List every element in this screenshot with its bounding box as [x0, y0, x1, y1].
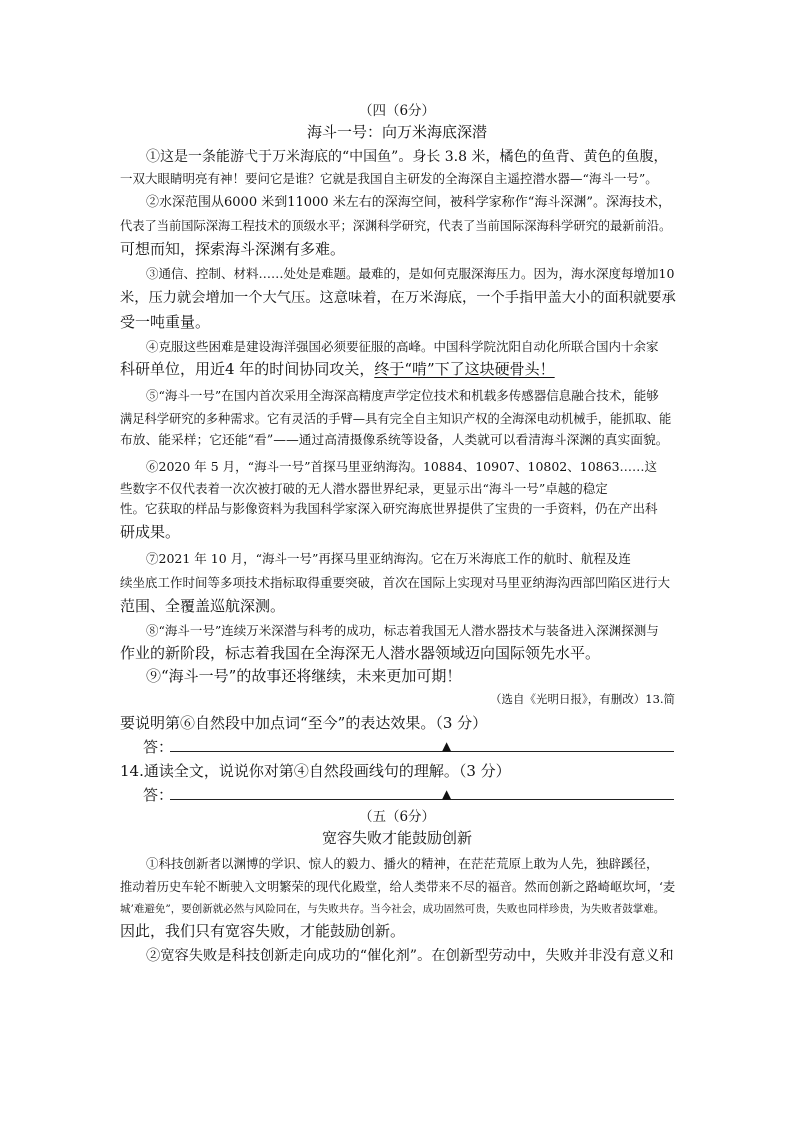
- paragraph-line: ④克服这些困难是建设海洋强国必须要征服的高峰。中国科学院沈阳自动化所联合国内十余家: [146, 339, 659, 354]
- article-title: 宽容失败才能鼓励创新: [321, 829, 472, 847]
- answer-label: 答：: [143, 786, 174, 804]
- underlined-text: 终于“啃”下了这块硬骨头！: [374, 360, 555, 378]
- paragraph-line: 满足科学研究的多种需求。它有灵活的手臂—具有完全自主知识产权的全海深电动机械手，能抓取、能: [120, 412, 672, 426]
- paragraph-line: 续坐底工作时间等多项技术指标取得重要突破，首次在国际上实现对马里亚纳海沟西部凹陷区进行大: [120, 575, 671, 590]
- paragraph-line: ①这是一条能游弋于万米海底的“中国鱼”。身长 3.8 米，橘色的鱼背、黄色的鱼腹，: [146, 149, 668, 165]
- paragraph-line: 因此，我们只有宽容失败，才能鼓励创新。: [120, 922, 406, 940]
- answer-line[interactable]: [170, 751, 674, 752]
- question-13: 要说明第⑥自然段中加点词“至今”的表达效果。（3 分）: [120, 714, 488, 732]
- paragraph-line: 可想而知，探索海斗深渊有多难。: [120, 240, 346, 258]
- section-header: （四（6分）: [358, 103, 436, 119]
- answer-line[interactable]: [170, 799, 674, 800]
- paragraph-line: ③通信、控制、材料……处处是难题。最难的，是如何克服深海压力。因为，海水深度每增加10: [146, 266, 675, 281]
- underlined-sentence: [120, 360, 555, 378]
- paragraph-line: 受一吨重量。: [120, 313, 211, 331]
- paragraph-line: 性。它获取的样品与影像资料为我国科学家深入研究海底世界提供了宝贵的一手资料，仍在产出科: [120, 501, 658, 516]
- triangle-marker-icon: ▲: [442, 787, 452, 801]
- paragraph-line: 科研单位，用近4 年的时间协同攻关，: [120, 360, 375, 378]
- paragraph-line: ⑧“海斗一号”连续万米深潜与科考的成功，标志着我国无人潜水器技术与装备进入深渊探测与: [146, 623, 659, 638]
- paragraph-line: 些数字不仅代表着一次次被打破的无人潜水器世界纪录，更显示出“海斗一号”卓越的稳定: [120, 481, 608, 496]
- paragraph-line: ①科技创新者以渊博的学识、惊人的毅力、播火的精神，在茫茫荒原上敢为人先，独辟蹊径，: [146, 856, 659, 871]
- source-citation: （选自《光明日报》，有删改）13.简: [490, 692, 676, 706]
- answer-label: 答：: [143, 738, 174, 756]
- paragraph-line: ⑤“海斗一号”在国内首次采用全海深高精度声学定位技术和机载多传感器信息融合技术，能够: [146, 388, 659, 403]
- paragraph-line: ②水深范围从6000 米到11000 米左右的深海空间，被科学家称作“海斗深渊”。深海技术，: [146, 195, 671, 210]
- paragraph-line: ⑥2020 年 5 月，“海斗一号”首探马里亚纳海沟。10884、10907、10802、10863……这: [146, 459, 658, 474]
- paragraph-line: ②宽容失败是科技创新走向成功的“催化剂”。在创新型劳动中，失败并非没有意义和: [146, 948, 674, 964]
- question-14: 14.通读全文，说说你对第④自然段画线句的理解。（3 分）: [120, 762, 511, 780]
- paragraph-line: ⑨“海斗一号”的故事还将继续，未来更加可期！: [146, 667, 462, 685]
- paragraph-line: 米，压力就会增加一个大气压。这意味着，在万米海底，一个手指甲盖大小的面积就要承: [120, 290, 676, 306]
- triangle-marker-icon: ▲: [442, 739, 452, 753]
- paragraph-line: 代表了当前国际深海工程技术的顶级水平；深渊科学研究，代表了当前国际深海科学研究的最新前沿。: [120, 219, 672, 233]
- paragraph-line: 城’难避免”，要创新就必然与风险同在，与失败共存。当今社会，成功固然可贵，失败也同样珍贵，为失败者鼓掌难。: [120, 903, 665, 915]
- article-title: 海斗一号：向万米海底深潜: [306, 123, 487, 141]
- paragraph-line: 布放、能采样；它还能“看”——通过高清摄像系统等设备，人类就可以看清海斗深渊的真实面貌。: [120, 433, 669, 448]
- paragraph-line: 推动着历史车轮不断驶入文明繁荣的现代化殿堂，给人类带来不尽的福音。然而创新之路崎岖坎坷，‘麦: [120, 880, 676, 894]
- paragraph-line: 一双大眼睛明亮有神！要问它是谁？它就是我国自主研发的全海深自主遥控潜水器—“海斗一号”。: [120, 171, 658, 186]
- paragraph-line: 范围、全覆盖巡航深测。: [120, 597, 286, 615]
- paragraph-line: ⑦2021 年 10 月，“海斗一号”再探马里亚纳海沟。它在万米海底工作的航时、航程及连: [146, 551, 631, 566]
- paragraph-line: 研成果。: [120, 523, 181, 541]
- section-header: （五（6分）: [358, 809, 436, 825]
- paragraph-line: 作业的新阶段，标志着我国在全海深无人潜水器领域迈向国际领先水平。: [120, 644, 601, 662]
